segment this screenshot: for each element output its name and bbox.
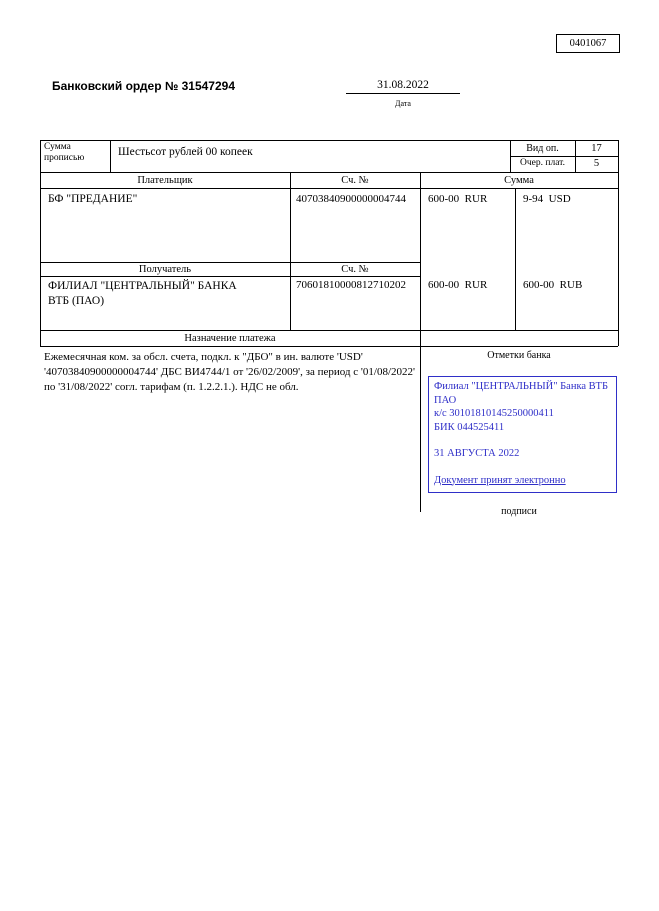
account-col-divider — [290, 172, 291, 330]
document-date: 31.08.2022 — [346, 79, 460, 94]
purpose-header-divider — [40, 346, 618, 347]
payer-account-header: Сч. № — [341, 175, 369, 186]
stamp-corr-account: к/с 30101810145250000411 — [434, 408, 554, 419]
table-border-right — [618, 140, 619, 346]
op-row-divider — [510, 156, 618, 157]
recipient-account-number: 70601810000812710202 — [296, 279, 406, 291]
operation-type-value: 17 — [591, 143, 602, 154]
recipient-header-divider — [40, 276, 420, 277]
sum-col-divider — [420, 172, 421, 512]
payment-priority-value: 5 — [593, 158, 600, 169]
payer-name: БФ "ПРЕДАНИЕ" — [48, 193, 138, 205]
amount-label-divider — [110, 140, 111, 172]
payer-column-header: Плательщик — [137, 175, 193, 186]
signatures-label: подписи — [501, 506, 537, 517]
recipient-sum-main: 600-00 RUR — [428, 279, 488, 291]
amount-words-label: Сумма прописью — [44, 142, 85, 163]
payment-priority-label: Очер. плат. — [520, 158, 565, 168]
payer-row-divider — [40, 262, 420, 263]
recipient-account-header: Сч. № — [341, 264, 369, 275]
sum-subcol-divider — [515, 188, 516, 330]
stamp-bik: БИК 044525411 — [434, 421, 505, 433]
amount-row-divider — [40, 172, 618, 173]
stamp-date: 31 АВГУСТА 2022 — [434, 448, 520, 459]
purpose-text: Ежемесячная ком. за обсл. счета, подкл. к "ДБО" в ин. валюте 'USD' '40703840900000004744' ДБС ВИ4744/1 от '26/02/2009', за период с '01/08/2022' по '31/08/2022' согл. тарифам (п. 1.2.2.1.). НДС не обл. — [44, 351, 415, 393]
stamp-status: Документ принят электронно — [434, 474, 566, 486]
amount-words-value: Шестьсот рублей 00 копеек — [118, 146, 253, 158]
date-label: Дата — [395, 99, 411, 108]
header-row-divider — [40, 188, 618, 189]
form-code: 0401067 — [556, 34, 620, 53]
table-border-left — [40, 140, 41, 346]
purpose-header: Назначение платежа — [184, 333, 276, 344]
recipient-name: ФИЛИАЛ "ЦЕНТРАЛЬНЫЙ" БАНКА ВТБ (ПАО) — [48, 280, 237, 307]
payer-sum-main: 600-00 RUR — [428, 193, 488, 205]
operation-type-label: Вид оп. — [526, 143, 559, 154]
recipient-sum-alt: 600-00 RUB — [523, 279, 583, 291]
payer-account-number: 40703840900000004744 — [296, 193, 406, 205]
document-title: Банковский ордер № 31547294 — [52, 79, 235, 93]
bank-electronic-stamp — [428, 376, 617, 493]
table-border-top — [40, 140, 618, 141]
sum-column-header: Сумма — [504, 175, 534, 186]
stamp-bank-name: Филиал "ЦЕНТРАЛЬНЫЙ" Банка ВТБ ПАО — [434, 381, 608, 406]
recipient-row-divider — [40, 330, 618, 331]
bank-marks-header: Отметки банка — [487, 350, 551, 361]
payer-sum-alt: 9-94 USD — [523, 193, 571, 205]
recipient-column-header: Получатель — [138, 264, 192, 275]
